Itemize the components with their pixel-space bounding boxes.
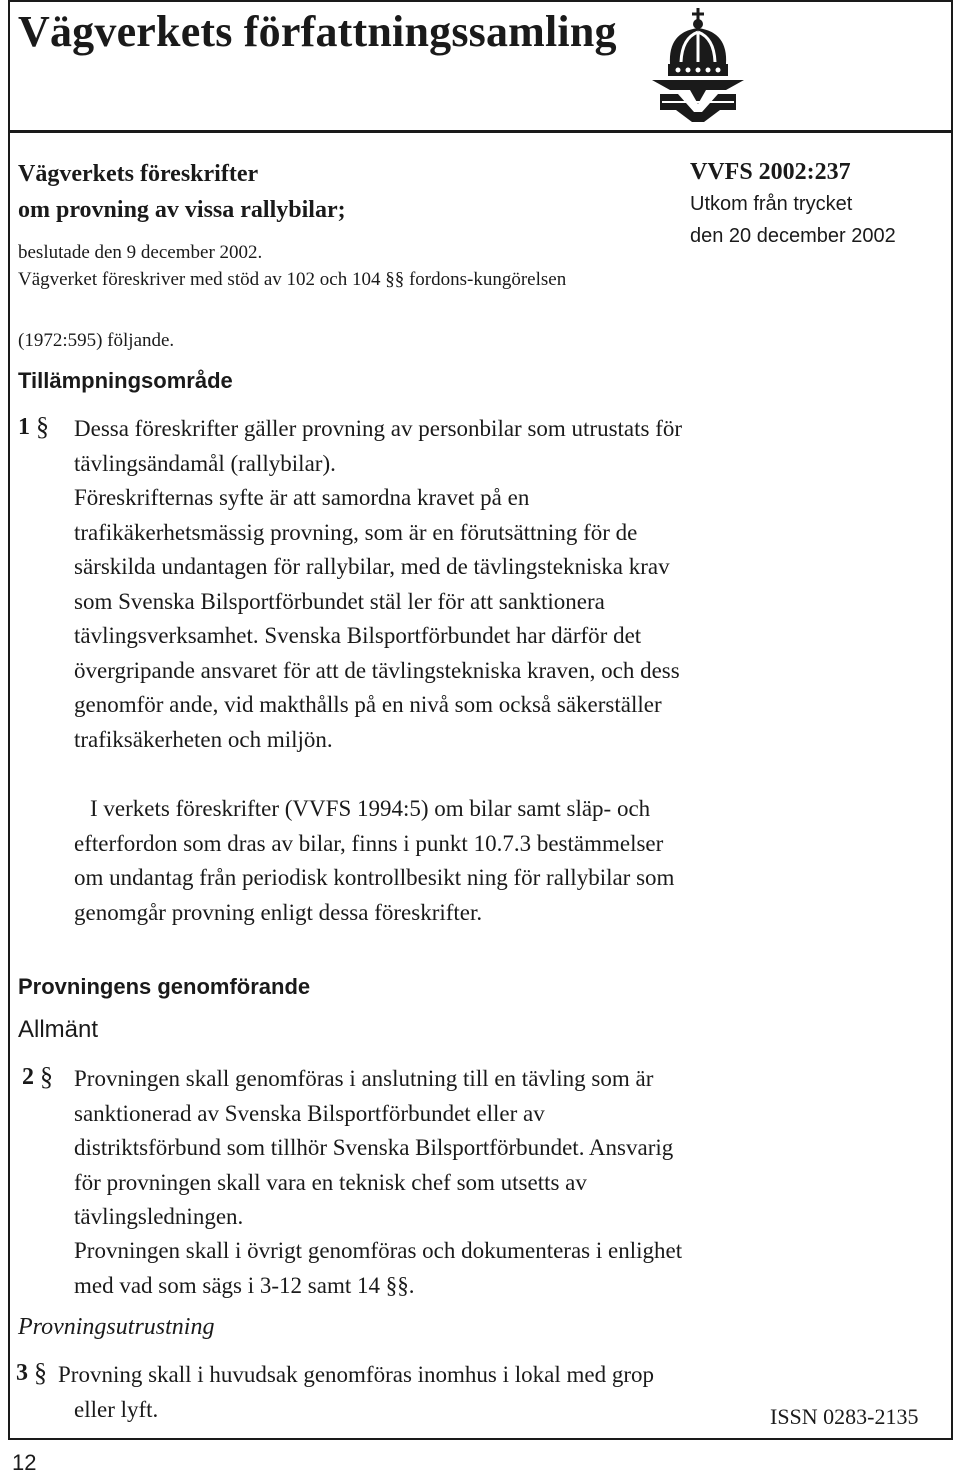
section-1-paragraph-1: Dessa föreskrifter gäller provning av personbilar som utrustats för tävlingsändamål (rallybilar). <box>74 416 683 476</box>
section-1-symbol: § <box>36 412 49 441</box>
section-1-paragraph-2: Föreskrifternas syfte är att samordna kravet på en trafikäkerhetsmässig provning, som är en förutsättning för de särskilda undantagen för rallybilar, med de tävlingstekniska krav som Svenska Bilsportförbundet stäl ler för att sanktionera tävlingsverksamhet. Svenska Bilsportförbundet har därför det övergripande ansvaret för att de tävlingstekniska kraven, och dess genomför ande, vid makthålls på en nivå som också säkerställer trafiksäkerheten och miljön. <box>74 485 680 752</box>
crown-and-wings-emblem <box>648 6 748 124</box>
decision-date: beslutade den 9 december 2002. <box>18 242 263 263</box>
section-3-paragraph-1: Provning skall i huvudsak genomföras inomhus i lokal med grop eller lyft. <box>58 1362 655 1422</box>
section-3-number: 3 <box>16 1360 28 1386</box>
publication-title: Vägverkets författningssamling <box>18 7 617 56</box>
issn: ISSN 0283-2135 <box>770 1404 919 1429</box>
section-2-symbol: § <box>40 1062 53 1091</box>
section-1-paragraph-3: I verkets föreskrifter (VVFS 1994:5) om bilar samt släp- och efterfordon som dras av bilar, finns i punkt 10.7.3 bestämmelser om undantag från periodisk kontrollbesikt ning för rallybilar som genomgår provning enligt dessa föreskrifter. <box>74 796 675 925</box>
section-2-paragraph-2: Provningen skall i övrigt genomföras och dokumenteras i enlighet med vad som sägs i 3-12 samt 14 §§. <box>74 1238 683 1298</box>
regulation-title-line1: Vägverkets föreskrifter <box>18 161 259 187</box>
preamble: Vägverket föreskriver med stöd av 102 och 104 §§ fordons-kungörelsen <box>18 269 567 290</box>
printed-line1: Utkom från trycket <box>690 193 853 215</box>
printed-line2: den 20 december 2002 <box>690 225 896 247</box>
law-reference: (1972:595) följande. <box>18 330 175 351</box>
section-2-paragraph-1: Provningen skall genomföras i anslutning till en tävling som är sanktionerad av Svenska Bilsportförbundet eller av distriktsförbund som tillhör Svenska Bilsportförbundet. Ansvarig för provningen skall vara en teknisk chef som utsetts av tävlingsledningen. <box>74 1066 674 1229</box>
regulation-title <box>18 156 618 228</box>
page-number: 12 <box>12 1450 37 1475</box>
regulation-title-line2: om provning av vissa rallybilar; <box>18 197 346 223</box>
heading-scope: Tillämpningsområde <box>18 368 233 393</box>
heading-general: Allmänt <box>18 1016 99 1043</box>
section-1-number: 1 <box>18 414 30 440</box>
header-rule <box>8 130 953 133</box>
heading-execution: Provningens genomförande <box>18 974 311 999</box>
vvfs-number: VVFS 2002:237 <box>690 159 851 185</box>
section-2-number: 2 <box>22 1064 34 1090</box>
side-info <box>690 156 950 252</box>
heading-equipment: Provningsutrustning <box>18 1314 215 1340</box>
section-3-symbol: § <box>34 1358 47 1387</box>
